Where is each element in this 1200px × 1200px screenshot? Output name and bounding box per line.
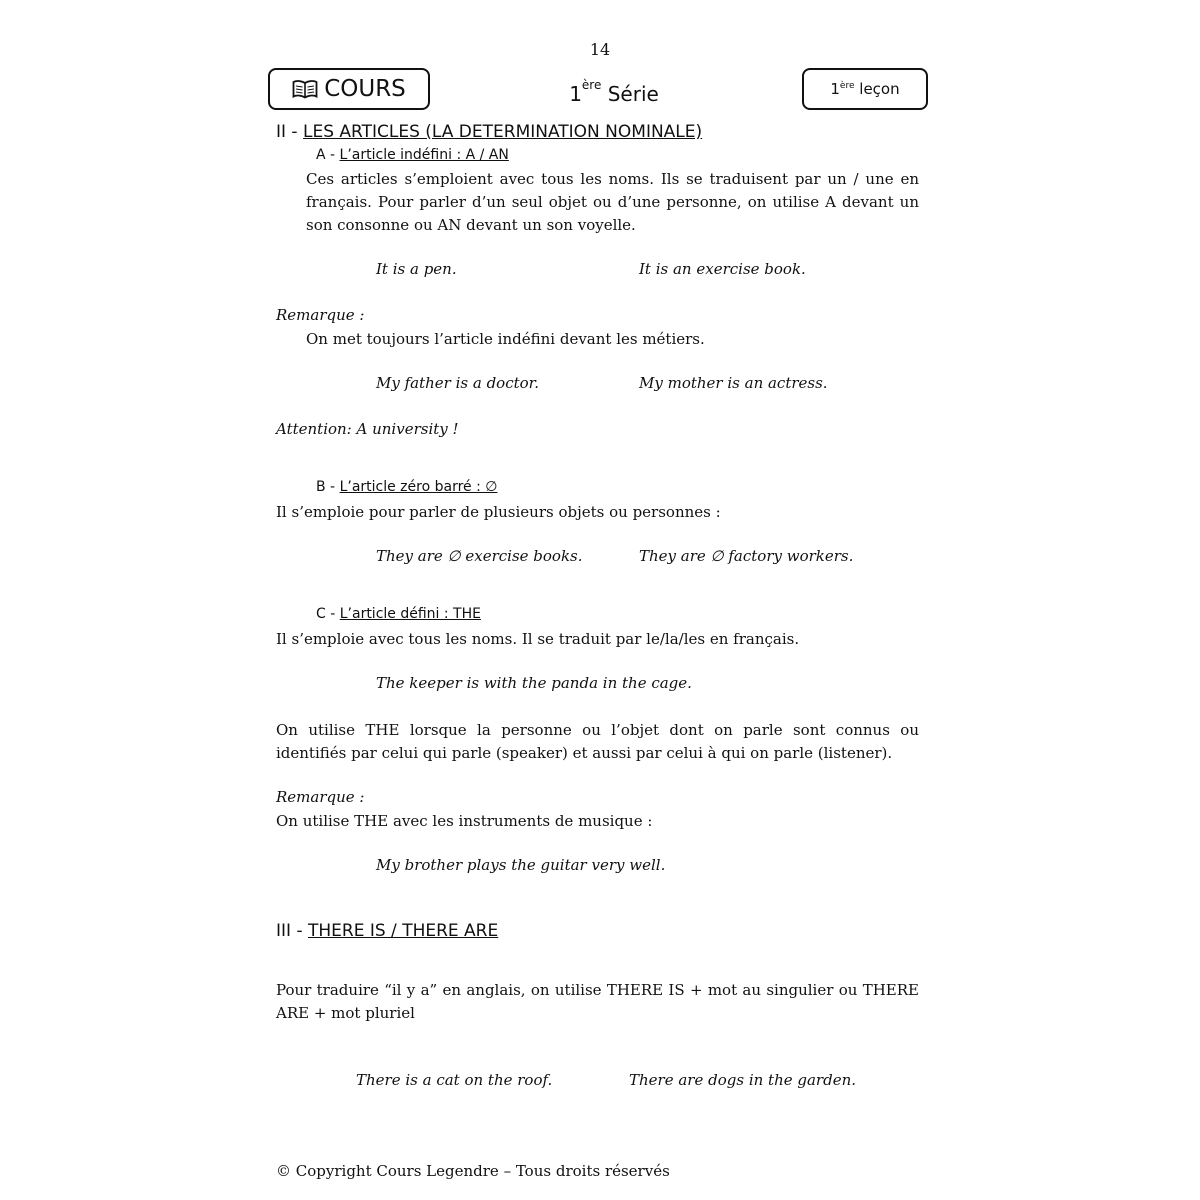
attention-note: Attention: A university !	[276, 420, 459, 438]
serie-title: 1ère Série	[569, 78, 659, 106]
subsection-b-heading: B - L’article zéro barré : ∅	[316, 479, 498, 495]
open-book-icon	[292, 79, 318, 99]
subsection-c-heading: C - L’article défini : THE	[316, 606, 481, 622]
example-5: My brother plays the guitar very well.	[376, 856, 666, 874]
cours-label: COURS	[324, 76, 406, 102]
example-2a: My father is a doctor.	[376, 374, 539, 392]
lecon-badge: 1 $^{ère}$ leçon	[802, 68, 928, 110]
example-4: The keeper is with the panda in the cage.	[376, 674, 692, 692]
example-6a: There is a cat on the roof.	[356, 1071, 553, 1089]
remark-2-text: On utilise THE avec les instruments de musique :	[276, 812, 653, 830]
example-3b: They are ∅ factory workers.	[639, 547, 854, 565]
remark-1-text: On met toujours l’article indéfini devant les métiers.	[306, 330, 705, 348]
example-1a: It is a pen.	[376, 260, 457, 278]
subsection-a-heading: A - L’article indéfini : A / AN	[316, 147, 509, 163]
section-iii-heading: III - THERE IS / THERE ARE	[276, 921, 499, 941]
subsection-c-text-2: On utilise THE lorsque la personne ou l’objet dont on parle sont connus ou identifiés par celui qui parle (speaker) et aussi par celui à qui on parle (listener).	[276, 721, 919, 762]
section-iii-text: Pour traduire “il y a” en anglais, on utilise THERE IS + mot au singulier ou THERE ARE + mot pluriel	[276, 981, 919, 1022]
page-number: 14	[589, 40, 611, 59]
subsection-b-text: Il s’emploie pour parler de plusieurs objets ou personnes :	[276, 503, 721, 521]
example-2b: My mother is an actress.	[639, 374, 828, 392]
remark-1-label: Remarque :	[276, 306, 365, 324]
example-6b: There are dogs in the garden.	[629, 1071, 856, 1089]
example-1b: It is an exercise book.	[639, 260, 806, 278]
remark-2-label: Remarque :	[276, 788, 365, 806]
subsection-c-text: Il s’emploie avec tous les noms. Il se traduit par le/la/les en français.	[276, 630, 800, 648]
copyright-footer: © Copyright Cours Legendre – Tous droits réservés	[276, 1162, 670, 1180]
cours-badge	[268, 68, 430, 110]
subsection-a-text: Ces articles s’emploient avec tous les noms. Ils se traduisent par un / une en français. Pour parler d’un seul objet ou d’une personne, on utilise A devant un son consonne ou AN devant un son voyelle.	[306, 170, 919, 234]
example-3a: They are ∅ exercise books.	[376, 547, 583, 565]
section-ii-heading: II - LES ARTICLES (LA DETERMINATION NOMINALE)	[276, 122, 703, 142]
